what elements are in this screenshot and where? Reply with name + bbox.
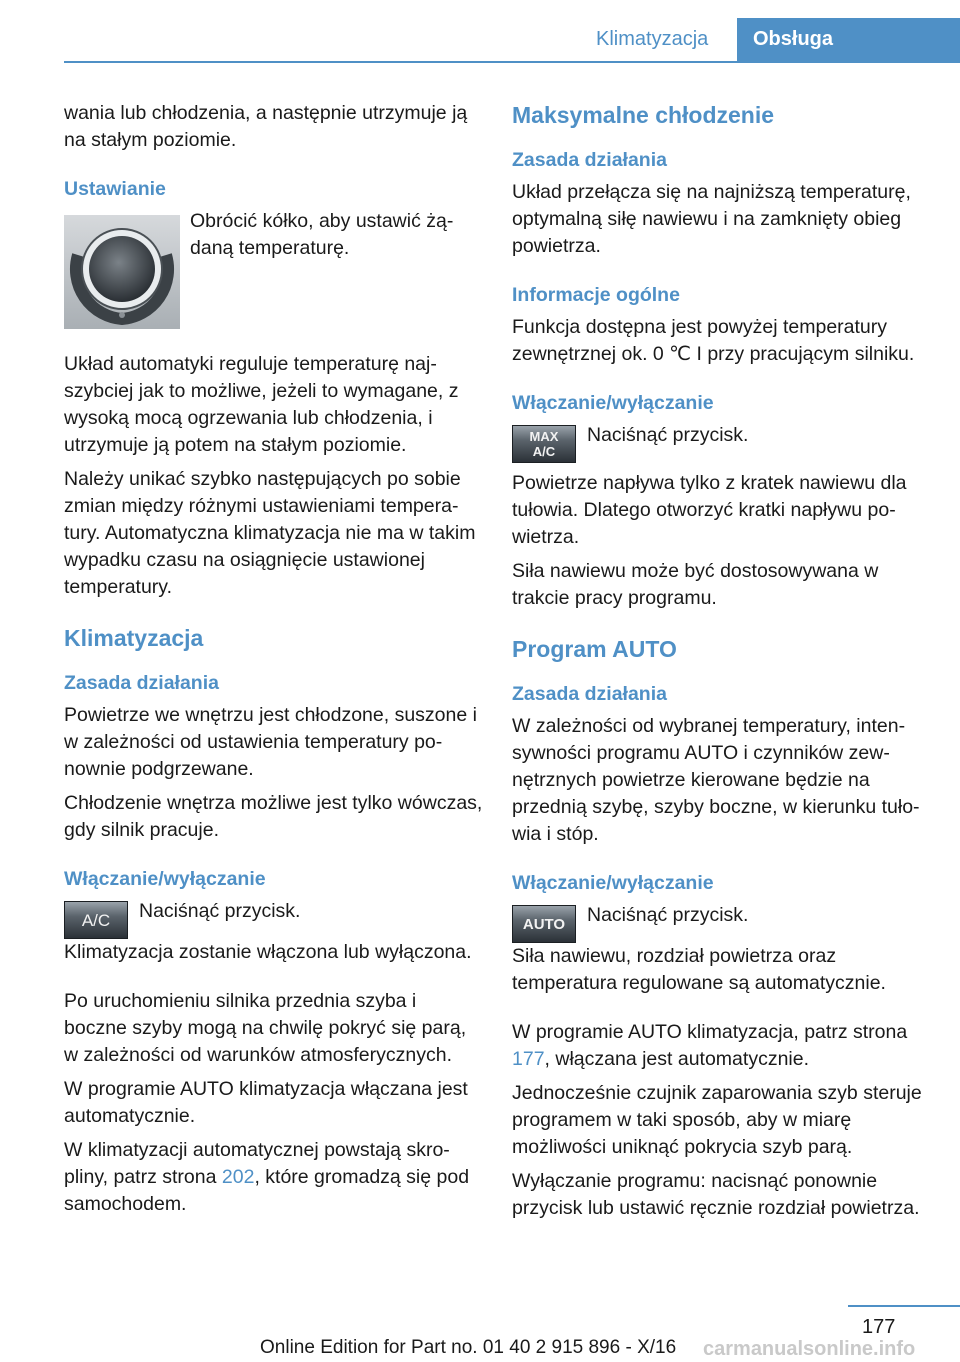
ac-result-text: Klimatyzacja zostanie włączona lub wyłączona. xyxy=(64,941,472,963)
auto-button-row xyxy=(512,902,932,943)
press-button-text: Naciśnąć przycisk. xyxy=(139,900,301,922)
auto-button-icon: AUTO xyxy=(512,905,576,943)
zasada-paragraph-2: Chłodzenie wnętrza możliwe jest tylko wówczas, gdy silnik pracuje. xyxy=(64,792,483,841)
left-column xyxy=(64,100,484,1225)
intro-paragraph: wania lub chłodzenia, a następnie utrzymuje ją na stałym poziomie. xyxy=(64,102,468,151)
auto-press-text: Naciśnąć przycisk. xyxy=(587,904,749,926)
auto-paragraph-2: Jednocześnie czujnik zaparowania szyb steruje programem w taki sposób, aby w miarę możliwości uniknąć pokrycia szyb parą. xyxy=(512,1082,922,1158)
paragraph-avoid-changes: Należy unikać szybko następujących po sobie zmian między różnymi ustawieniami temperatury. Automatyczna klimatyzacja nie ma w takim wypadku czasu na osiągnięcie ustawionej temperatury. xyxy=(64,468,476,598)
heading-auto-zasada: Zasada działania xyxy=(512,683,667,705)
ac-button-icon: A/C xyxy=(64,901,128,939)
heading-max-onoff: Włączanie/wyłączanie xyxy=(512,392,714,414)
header-chapter-tab: Obsługa xyxy=(737,18,960,63)
page-number-rule xyxy=(848,1305,960,1307)
heading-zasada-dzialania: Zasada działania xyxy=(64,672,219,694)
right-column xyxy=(512,100,932,1229)
max-press-text: Naciśnąć przycisk. xyxy=(587,424,749,446)
max-paragraph-2: Siła nawiewu może być dostosowywana w trakcie pracy programu. xyxy=(512,560,879,609)
edition-footer: Online Edition for Part no. 01 40 2 915 896 - X/16 xyxy=(260,1337,677,1358)
header-section-title: Klimatyzacja xyxy=(596,28,709,50)
paragraph-auto: W programie AUTO klimatyzacja włączana jest automatycznie. xyxy=(64,1078,468,1127)
ustawianie-text: Obrócić kółko, aby ustawić żądaną temperaturę. xyxy=(190,210,454,259)
heading-klimatyzacja: Klimatyzacja xyxy=(64,625,204,651)
max-zasada-text: Układ przełącza się na najniższą temperaturę, optymalną siłę nawiewu i na zamknięty obieg powietrza. xyxy=(512,181,911,257)
page-number: 177 xyxy=(862,1316,896,1338)
heading-onoff: Włączanie/wyłączanie xyxy=(64,868,266,890)
watermark: carmanualsonline.info xyxy=(703,1338,916,1360)
auto-paragraph-3: Wyłączanie programu: nacisnąć ponownie przycisk lub ustawić ręcznie rozdział powietrza. xyxy=(512,1170,920,1219)
heading-ustawianie: Ustawianie xyxy=(64,178,166,200)
paragraph-condensate: W klimatyzacji automatycznej powstają skropliny, patrz strona 202, które gromadzą się pod samochodem. xyxy=(64,1139,470,1215)
max-ac-button-icon: MAX A/C xyxy=(512,425,576,463)
page-link-202[interactable]: 202 xyxy=(221,1166,255,1188)
zasada-paragraph-1: Powietrze we wnętrzu jest chłodzone, suszone i w zależności od ustawienia temperatury ponownie podgrzewane. xyxy=(64,704,477,780)
page-link-177[interactable]: 177 xyxy=(512,1048,545,1070)
auto-paragraph-1: W programie AUTO klimatyzacja, patrz strona 177, włączana jest automatycznie. xyxy=(512,1021,908,1070)
temperature-knob-row xyxy=(64,208,484,329)
max-ac-button-row xyxy=(512,422,932,463)
temperature-knob-icon xyxy=(64,215,180,329)
ac-button-row xyxy=(64,898,484,939)
heading-program-auto: Program AUTO xyxy=(512,636,677,662)
auto-zasada-text: W zależności od wybranej temperatury, intensywności programu AUTO i czynników zewnętrznych powietrze kierowane będzie na przednią szybę, szyby boczne, w kierunku tułowia i stóp. xyxy=(512,715,920,845)
info-text: Funkcja dostępna jest powyżej temperatury zewnętrznej ok. 0 ℃ I przy pracującym silniku. xyxy=(512,316,915,365)
heading-auto-onoff: Włączanie/wyłączanie xyxy=(512,872,714,894)
heading-max-zasada: Zasada działania xyxy=(512,149,667,171)
heading-info: Informacje ogólne xyxy=(512,284,680,306)
max-paragraph-1: Powietrze napływa tylko z kratek nawiewu dla tułowia. Dlatego otworzyć kratki napływu powietrza. xyxy=(512,472,907,548)
heading-max-cooling: Maksymalne chłodzenie xyxy=(512,102,775,128)
auto-result-text: Siła nawiewu, rozdział powietrza oraz temperatura regulowane są automatycznie. xyxy=(512,945,886,994)
paragraph-fog: Po uruchomieniu silnika przednia szyba i boczne szyby mogą na chwilę pokryć się parą, w zależności od warunków atmosferycznych. xyxy=(64,990,467,1066)
paragraph-automatics: Układ automatyki reguluje temperaturę najszybciej jak to możliwe, jeżeli to wymagane, z wysoką mocą ogrzewania lub chłodzenia, i utrzymuje ją potem na stałym poziomie. xyxy=(64,353,459,456)
